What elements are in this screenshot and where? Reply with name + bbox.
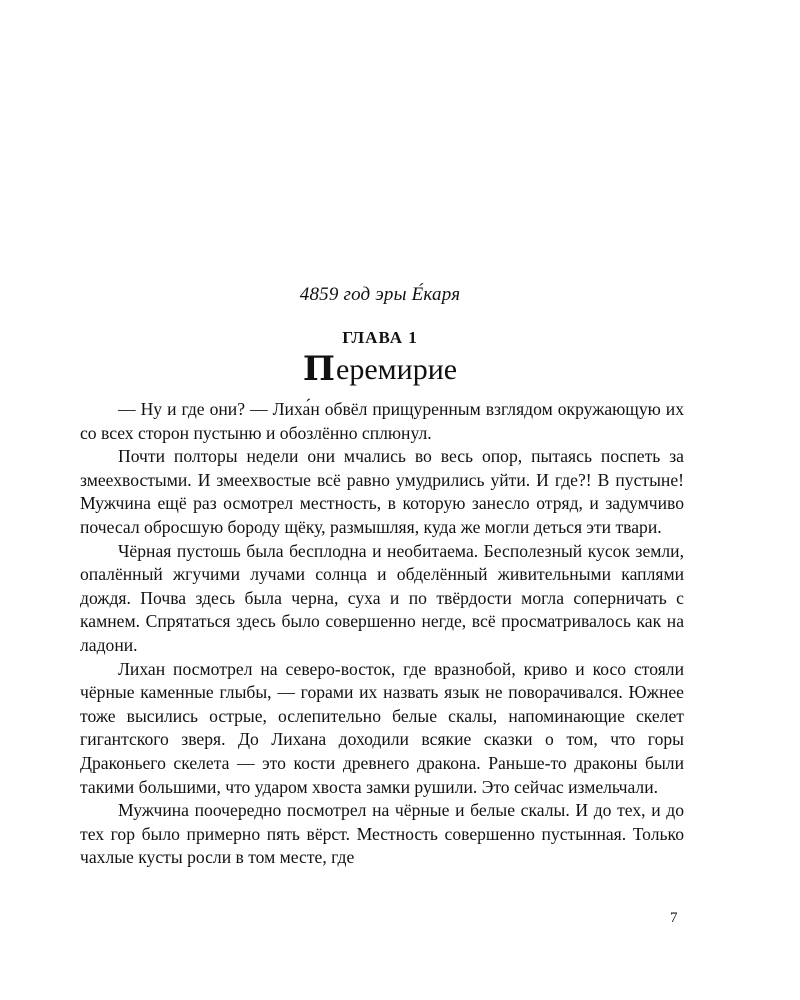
chapter-year-heading: 4859 год эры Е́каря xyxy=(299,284,461,305)
paragraph: Мужчина поочередно посмотрел на чёрные и белые скалы. И до тех, и до тех гор было примерно пять вёрст. Местность совершенно пустынная. Только чахлые кусты росли в том месте, где xyxy=(80,800,684,868)
chapter-title xyxy=(0,346,760,392)
chapter-title-initial: П xyxy=(302,349,336,389)
paragraph: — Ну и где они? — Лиха́н обвёл прищуренным взглядом окружающую их со всех сторон пустыню и обозлённо сплюнул. xyxy=(80,399,684,443)
chapter-title-rest: еремирие xyxy=(336,353,458,386)
paragraph: Лихан посмотрел на северо-восток, где вразнобой, криво и косо стояли чёрные каменные глыбы, — горами их назвать язык не поворачивался. Южнее тоже высились острые, ослепительно белые скалы, напоминающие скелет гигантского зверя. До Лихана доходили всякие сказки о том, что горы Драконьего скелета — это кости древнего дракона. Раньше-то драконы были такими большими, что ударом хвоста замки рушили. Это сейчас измельчали. xyxy=(80,658,684,797)
paragraph: Почти полторы недели они мчались во весь опор, пытаясь поспеть за змеехвостыми. И змеехвостые всё равно умудрились уйти. И где?! В пустыне! Мужчина ещё раз осмотрел местность, в которую занесло отряд, и задумчиво почесал обросшую бороду щёку, размышляя, куда же могли деться эти твари. xyxy=(80,446,684,537)
chapter-body xyxy=(80,398,684,870)
page-number: 7 xyxy=(670,910,678,926)
chapter-number: ГЛАВА 1 xyxy=(342,328,418,347)
paragraph: Чёрная пустошь была бесплодна и необитаема. Бесполезный кусок земли, опалённый жгучими лучами солнца и обделённый живительными каплями дождя. Почва здесь была черна, суха и по твёрдости могла соперничать с камнем. Спрятаться здесь было совершенно негде, всё просматривалось как на ладони. xyxy=(80,540,684,655)
